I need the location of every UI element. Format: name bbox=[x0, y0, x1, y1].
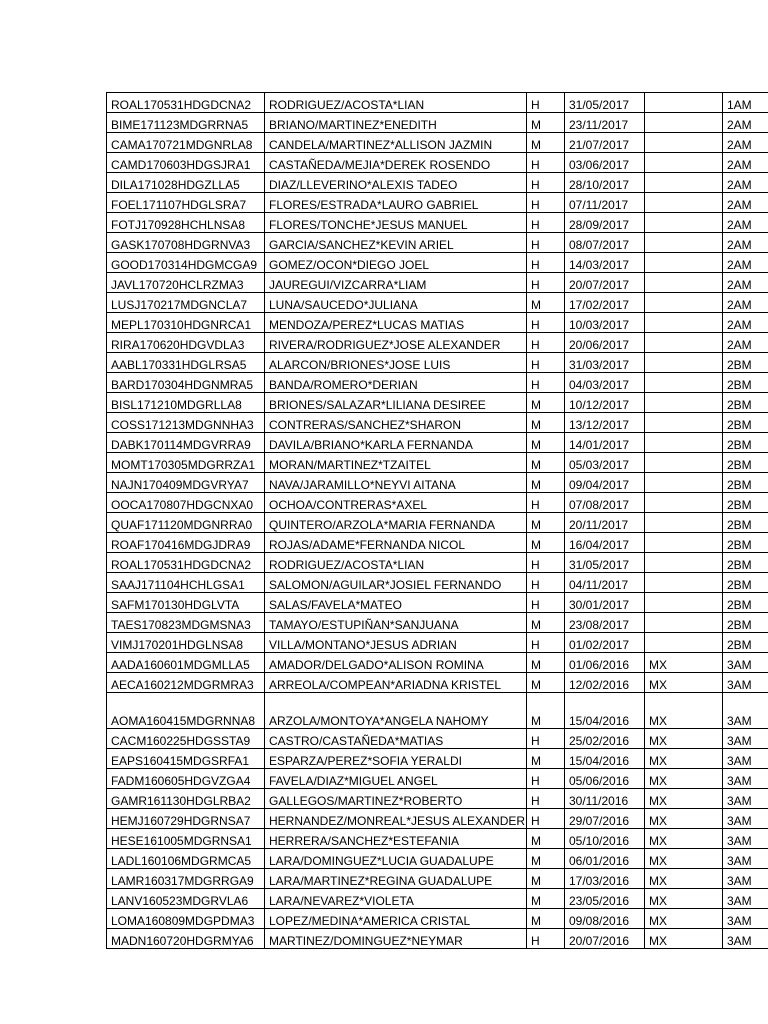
group-cell: 2AM bbox=[723, 293, 768, 313]
sex-cell: H bbox=[527, 93, 565, 113]
group-cell: 2BM bbox=[723, 473, 768, 493]
birthdate-cell: 01/06/2016 bbox=[565, 653, 645, 673]
table-row bbox=[107, 849, 768, 869]
group-cell: 2BM bbox=[723, 633, 768, 653]
sex-cell: H bbox=[527, 253, 565, 273]
group-cell: 3AM bbox=[723, 809, 768, 829]
sex-cell: H bbox=[527, 929, 565, 949]
curp-cell: CACM160225HDGSSTA9 bbox=[107, 729, 265, 749]
table-row bbox=[107, 553, 768, 573]
curp-cell: AECA160212MDGRMRA3 bbox=[107, 673, 265, 693]
name-cell: HERNANDEZ/MONREAL*JESUS ALEXANDER bbox=[265, 809, 527, 829]
curp-cell: NAJN170409MDGVRYA7 bbox=[107, 473, 265, 493]
table-row bbox=[107, 789, 768, 809]
group-cell: 3AM bbox=[723, 869, 768, 889]
nationality-cell bbox=[645, 453, 723, 473]
birthdate-cell: 10/12/2017 bbox=[565, 393, 645, 413]
nationality-cell bbox=[645, 193, 723, 213]
group-cell: 2BM bbox=[723, 593, 768, 613]
sex-cell: H bbox=[527, 273, 565, 293]
nationality-cell bbox=[645, 213, 723, 233]
nationality-cell bbox=[645, 353, 723, 373]
table-row bbox=[107, 313, 768, 333]
nationality-cell: MX bbox=[645, 909, 723, 929]
table-row bbox=[107, 593, 768, 613]
curp-cell: AABL170331HDGLRSA5 bbox=[107, 353, 265, 373]
curp-cell: FOEL171107HDGLSRA7 bbox=[107, 193, 265, 213]
curp-cell: ROAF170416MDGJDRA9 bbox=[107, 533, 265, 553]
nationality-cell: MX bbox=[645, 889, 723, 909]
curp-cell: DILA171028HDGZLLA5 bbox=[107, 173, 265, 193]
name-cell: BRIONES/SALAZAR*LILIANA DESIREE bbox=[265, 393, 527, 413]
sex-cell: M bbox=[527, 113, 565, 133]
name-cell: FAVELA/DIAZ*MIGUEL ANGEL bbox=[265, 769, 527, 789]
name-cell: VILLA/MONTANO*JESUS ADRIAN bbox=[265, 633, 527, 653]
birthdate-cell: 20/07/2016 bbox=[565, 929, 645, 949]
group-cell: 3AM bbox=[723, 909, 768, 929]
birthdate-cell: 01/02/2017 bbox=[565, 633, 645, 653]
nationality-cell bbox=[645, 333, 723, 353]
sex-cell: H bbox=[527, 193, 565, 213]
nationality-cell bbox=[645, 593, 723, 613]
table-row bbox=[107, 633, 768, 653]
table-row bbox=[107, 829, 768, 849]
group-cell: 2AM bbox=[723, 173, 768, 193]
name-cell: CASTAÑEDA/MEJIA*DEREK ROSENDO bbox=[265, 153, 527, 173]
birthdate-cell: 31/03/2017 bbox=[565, 353, 645, 373]
sex-cell: H bbox=[527, 553, 565, 573]
curp-cell: FOTJ170928HCHLNSA8 bbox=[107, 213, 265, 233]
sex-cell: M bbox=[527, 889, 565, 909]
group-cell: 2AM bbox=[723, 273, 768, 293]
name-cell: JAUREGUI/VIZCARRA*LIAM bbox=[265, 273, 527, 293]
table-row bbox=[107, 413, 768, 433]
group-cell: 2BM bbox=[723, 513, 768, 533]
birthdate-cell: 05/10/2016 bbox=[565, 829, 645, 849]
sex-cell: H bbox=[527, 313, 565, 333]
nationality-cell: MX bbox=[645, 789, 723, 809]
birthdate-cell: 23/11/2017 bbox=[565, 113, 645, 133]
group-cell: 3AM bbox=[723, 889, 768, 909]
curp-cell: AADA160601MDGMLLA5 bbox=[107, 653, 265, 673]
name-cell: LARA/MARTINEZ*REGINA GUADALUPE bbox=[265, 869, 527, 889]
curp-cell: LUSJ170217MDGNCLA7 bbox=[107, 293, 265, 313]
table-row bbox=[107, 233, 768, 253]
curp-cell: HESE161005MDGRNSA1 bbox=[107, 829, 265, 849]
birthdate-cell: 21/07/2017 bbox=[565, 133, 645, 153]
sex-cell: M bbox=[527, 869, 565, 889]
nationality-cell: MX bbox=[645, 809, 723, 829]
spreadsheet bbox=[106, 92, 768, 949]
nationality-cell: MX bbox=[645, 653, 723, 673]
sex-cell: H bbox=[527, 173, 565, 193]
table-row bbox=[107, 533, 768, 553]
curp-cell: RIRA170620HDGVDLA3 bbox=[107, 333, 265, 353]
group-cell: 2BM bbox=[723, 553, 768, 573]
curp-cell: JAVL170720HCLRZMA3 bbox=[107, 273, 265, 293]
sex-cell: M bbox=[527, 749, 565, 769]
nationality-cell bbox=[645, 513, 723, 533]
name-cell: MENDOZA/PEREZ*LUCAS MATIAS bbox=[265, 313, 527, 333]
name-cell: RODRIGUEZ/ACOSTA*LIAN bbox=[265, 93, 527, 113]
group-cell: 3AM bbox=[723, 829, 768, 849]
group-cell: 3AM bbox=[723, 929, 768, 949]
name-cell: LUNA/SAUCEDO*JULIANA bbox=[265, 293, 527, 313]
name-cell: BRIANO/MARTINEZ*ENEDITH bbox=[265, 113, 527, 133]
curp-cell: SAAJ171104HCHLGSA1 bbox=[107, 573, 265, 593]
table-row bbox=[107, 869, 768, 889]
table-row bbox=[107, 613, 768, 633]
table-row bbox=[107, 809, 768, 829]
group-cell: 2AM bbox=[723, 333, 768, 353]
birthdate-cell: 30/11/2016 bbox=[565, 789, 645, 809]
group-cell: 2AM bbox=[723, 253, 768, 273]
sex-cell: M bbox=[527, 133, 565, 153]
group-cell: 2BM bbox=[723, 353, 768, 373]
nationality-cell bbox=[645, 253, 723, 273]
table-row bbox=[107, 173, 768, 193]
nationality-cell bbox=[645, 153, 723, 173]
sex-cell: M bbox=[527, 433, 565, 453]
birthdate-cell: 03/06/2017 bbox=[565, 153, 645, 173]
curp-cell: BARD170304HDGNMRA5 bbox=[107, 373, 265, 393]
sex-cell: H bbox=[527, 809, 565, 829]
birthdate-cell: 04/03/2017 bbox=[565, 373, 645, 393]
curp-cell: EAPS160415MDGSRFA1 bbox=[107, 749, 265, 769]
nationality-cell: MX bbox=[645, 673, 723, 693]
table-row bbox=[107, 193, 768, 213]
curp-cell: MEPL170310HDGNRCA1 bbox=[107, 313, 265, 333]
group-cell: 3AM bbox=[723, 789, 768, 809]
table-row bbox=[107, 693, 768, 729]
nationality-cell: MX bbox=[645, 849, 723, 869]
name-cell: OCHOA/CONTRERAS*AXEL bbox=[265, 493, 527, 513]
group-cell: 1AM bbox=[723, 93, 768, 113]
group-cell: 2BM bbox=[723, 413, 768, 433]
group-cell: 2AM bbox=[723, 313, 768, 333]
birthdate-cell: 14/01/2017 bbox=[565, 433, 645, 453]
sex-cell: H bbox=[527, 633, 565, 653]
name-cell: RODRIGUEZ/ACOSTA*LIAN bbox=[265, 553, 527, 573]
nationality-cell bbox=[645, 373, 723, 393]
nationality-cell bbox=[645, 113, 723, 133]
birthdate-cell: 06/01/2016 bbox=[565, 849, 645, 869]
curp-cell: BIME171123MDGRRNA5 bbox=[107, 113, 265, 133]
curp-cell: FADM160605HDGVZGA4 bbox=[107, 769, 265, 789]
birthdate-cell: 13/12/2017 bbox=[565, 413, 645, 433]
name-cell: MORAN/MARTINEZ*TZAITEL bbox=[265, 453, 527, 473]
table-row bbox=[107, 653, 768, 673]
name-cell: TAMAYO/ESTUPIÑAN*SANJUANA bbox=[265, 613, 527, 633]
birthdate-cell: 17/02/2017 bbox=[565, 293, 645, 313]
group-cell: 3AM bbox=[723, 769, 768, 789]
sex-cell: H bbox=[527, 333, 565, 353]
group-cell: 2AM bbox=[723, 113, 768, 133]
table-row bbox=[107, 493, 768, 513]
sex-cell: M bbox=[527, 653, 565, 673]
curp-cell: GASK170708HDGRNVA3 bbox=[107, 233, 265, 253]
curp-cell: COSS171213MDGNNHA3 bbox=[107, 413, 265, 433]
birthdate-cell: 28/09/2017 bbox=[565, 213, 645, 233]
birthdate-cell: 20/11/2017 bbox=[565, 513, 645, 533]
sex-cell: H bbox=[527, 493, 565, 513]
name-cell: ARZOLA/MONTOYA*ANGELA NAHOMY bbox=[265, 693, 527, 729]
curp-cell: HEMJ160729HDGRNSA7 bbox=[107, 809, 265, 829]
nationality-cell bbox=[645, 133, 723, 153]
birthdate-cell: 17/03/2016 bbox=[565, 869, 645, 889]
birthdate-cell: 05/03/2017 bbox=[565, 453, 645, 473]
table-row bbox=[107, 909, 768, 929]
birthdate-cell: 30/01/2017 bbox=[565, 593, 645, 613]
table-row bbox=[107, 473, 768, 493]
name-cell: GALLEGOS/MARTINEZ*ROBERTO bbox=[265, 789, 527, 809]
group-cell: 3AM bbox=[723, 653, 768, 673]
group-cell: 3AM bbox=[723, 673, 768, 693]
group-cell: 2BM bbox=[723, 533, 768, 553]
table-row bbox=[107, 113, 768, 133]
curp-cell: LOMA160809MDGPDMA3 bbox=[107, 909, 265, 929]
name-cell: MARTINEZ/DOMINGUEZ*NEYMAR bbox=[265, 929, 527, 949]
name-cell: ALARCON/BRIONES*JOSE LUIS bbox=[265, 353, 527, 373]
birthdate-cell: 28/10/2017 bbox=[565, 173, 645, 193]
nationality-cell bbox=[645, 473, 723, 493]
name-cell: HERRERA/SANCHEZ*ESTEFANIA bbox=[265, 829, 527, 849]
name-cell: SALAS/FAVELA*MATEO bbox=[265, 593, 527, 613]
sex-cell: H bbox=[527, 233, 565, 253]
nationality-cell bbox=[645, 393, 723, 413]
birthdate-cell: 04/11/2017 bbox=[565, 573, 645, 593]
table-row bbox=[107, 769, 768, 789]
table-row bbox=[107, 453, 768, 473]
name-cell: GOMEZ/OCON*DIEGO JOEL bbox=[265, 253, 527, 273]
birthdate-cell: 31/05/2017 bbox=[565, 93, 645, 113]
birthdate-cell: 31/05/2017 bbox=[565, 553, 645, 573]
nationality-cell bbox=[645, 433, 723, 453]
name-cell: ESPARZA/PEREZ*SOFIA YERALDI bbox=[265, 749, 527, 769]
sex-cell: M bbox=[527, 513, 565, 533]
group-cell: 2BM bbox=[723, 613, 768, 633]
group-cell: 2BM bbox=[723, 373, 768, 393]
birthdate-cell: 23/05/2016 bbox=[565, 889, 645, 909]
sex-cell: M bbox=[527, 849, 565, 869]
nationality-cell bbox=[645, 573, 723, 593]
name-cell: RIVERA/RODRIGUEZ*JOSE ALEXANDER bbox=[265, 333, 527, 353]
group-cell: 3AM bbox=[723, 729, 768, 749]
curp-cell: ROAL170531HDGDCNA2 bbox=[107, 93, 265, 113]
nationality-cell bbox=[645, 613, 723, 633]
nationality-cell bbox=[645, 553, 723, 573]
name-cell: CANDELA/MARTINEZ*ALLISON JAZMIN bbox=[265, 133, 527, 153]
curp-cell: BISL171210MDGRLLA8 bbox=[107, 393, 265, 413]
curp-cell: ROAL170531HDGDCNA2 bbox=[107, 553, 265, 573]
nationality-cell bbox=[645, 273, 723, 293]
sex-cell: M bbox=[527, 453, 565, 473]
nationality-cell bbox=[645, 233, 723, 253]
birthdate-cell: 16/04/2017 bbox=[565, 533, 645, 553]
sex-cell: M bbox=[527, 293, 565, 313]
name-cell: CONTRERAS/SANCHEZ*SHARON bbox=[265, 413, 527, 433]
table-body bbox=[107, 93, 768, 949]
sex-cell: M bbox=[527, 693, 565, 729]
birthdate-cell: 15/04/2016 bbox=[565, 749, 645, 769]
table-row bbox=[107, 133, 768, 153]
nationality-cell bbox=[645, 493, 723, 513]
curp-cell: AOMA160415MDGRNNA8 bbox=[107, 693, 265, 729]
curp-cell: CAMA170721MDGNRLA8 bbox=[107, 133, 265, 153]
sex-cell: M bbox=[527, 613, 565, 633]
sex-cell: M bbox=[527, 533, 565, 553]
nationality-cell: MX bbox=[645, 749, 723, 769]
table-row bbox=[107, 673, 768, 693]
table-row bbox=[107, 333, 768, 353]
table-row bbox=[107, 889, 768, 909]
table-row bbox=[107, 273, 768, 293]
group-cell: 2BM bbox=[723, 393, 768, 413]
group-cell: 2AM bbox=[723, 193, 768, 213]
birthdate-cell: 29/07/2016 bbox=[565, 809, 645, 829]
nationality-cell bbox=[645, 413, 723, 433]
name-cell: GARCIA/SANCHEZ*KEVIN ARIEL bbox=[265, 233, 527, 253]
group-cell: 3AM bbox=[723, 693, 768, 729]
nationality-cell: MX bbox=[645, 829, 723, 849]
group-cell: 2BM bbox=[723, 573, 768, 593]
name-cell: ROJAS/ADAME*FERNANDA NICOL bbox=[265, 533, 527, 553]
birthdate-cell: 14/03/2017 bbox=[565, 253, 645, 273]
birthdate-cell: 09/04/2017 bbox=[565, 473, 645, 493]
group-cell: 2BM bbox=[723, 433, 768, 453]
table-row bbox=[107, 729, 768, 749]
nationality-cell: MX bbox=[645, 769, 723, 789]
curp-cell: LAMR160317MDGRRGA9 bbox=[107, 869, 265, 889]
curp-cell: CAMD170603HDGSJRA1 bbox=[107, 153, 265, 173]
nationality-cell bbox=[645, 173, 723, 193]
table-row bbox=[107, 213, 768, 233]
group-cell: 2AM bbox=[723, 233, 768, 253]
name-cell: LARA/NEVAREZ*VIOLETA bbox=[265, 889, 527, 909]
group-cell: 2BM bbox=[723, 493, 768, 513]
birthdate-cell: 20/07/2017 bbox=[565, 273, 645, 293]
birthdate-cell: 07/08/2017 bbox=[565, 493, 645, 513]
curp-cell: TAES170823MDGMSNA3 bbox=[107, 613, 265, 633]
curp-cell: DABK170114MDGVRRA9 bbox=[107, 433, 265, 453]
nationality-cell: MX bbox=[645, 869, 723, 889]
sex-cell: H bbox=[527, 769, 565, 789]
table-row bbox=[107, 253, 768, 273]
table-row bbox=[107, 373, 768, 393]
group-cell: 3AM bbox=[723, 849, 768, 869]
nationality-cell: MX bbox=[645, 693, 723, 729]
nationality-cell bbox=[645, 93, 723, 113]
group-cell: 2AM bbox=[723, 133, 768, 153]
curp-cell: SAFM170130HDGLVTA bbox=[107, 593, 265, 613]
sex-cell: H bbox=[527, 153, 565, 173]
birthdate-cell: 15/04/2016 bbox=[565, 693, 645, 729]
table-row bbox=[107, 393, 768, 413]
curp-cell: MOMT170305MDGRRZA1 bbox=[107, 453, 265, 473]
birthdate-cell: 09/08/2016 bbox=[565, 909, 645, 929]
nationality-cell: MX bbox=[645, 729, 723, 749]
group-cell: 2AM bbox=[723, 153, 768, 173]
name-cell: AMADOR/DELGADO*ALISON ROMINA bbox=[265, 653, 527, 673]
sex-cell: H bbox=[527, 213, 565, 233]
name-cell: NAVA/JARAMILLO*NEYVI AITANA bbox=[265, 473, 527, 493]
curp-cell: GAMR161130HDGLRBA2 bbox=[107, 789, 265, 809]
sex-cell: M bbox=[527, 473, 565, 493]
curp-cell: MADN160720HDGRMYA6 bbox=[107, 929, 265, 949]
sex-cell: M bbox=[527, 413, 565, 433]
name-cell: DAVILA/BRIANO*KARLA FERNANDA bbox=[265, 433, 527, 453]
sex-cell: H bbox=[527, 373, 565, 393]
table-row bbox=[107, 573, 768, 593]
sex-cell: H bbox=[527, 353, 565, 373]
name-cell: LARA/DOMINGUEZ*LUCIA GUADALUPE bbox=[265, 849, 527, 869]
sex-cell: M bbox=[527, 909, 565, 929]
group-cell: 2BM bbox=[723, 453, 768, 473]
birthdate-cell: 23/08/2017 bbox=[565, 613, 645, 633]
birthdate-cell: 10/03/2017 bbox=[565, 313, 645, 333]
table-row bbox=[107, 433, 768, 453]
curp-cell: QUAF171120MDGNRRA0 bbox=[107, 513, 265, 533]
nationality-cell bbox=[645, 533, 723, 553]
sex-cell: H bbox=[527, 789, 565, 809]
name-cell: DIAZ/LLEVERINO*ALEXIS TADEO bbox=[265, 173, 527, 193]
birthdate-cell: 20/06/2017 bbox=[565, 333, 645, 353]
sex-cell: H bbox=[527, 729, 565, 749]
sex-cell: H bbox=[527, 593, 565, 613]
table-row bbox=[107, 929, 768, 949]
birthdate-cell: 12/02/2016 bbox=[565, 673, 645, 693]
name-cell: QUINTERO/ARZOLA*MARIA FERNANDA bbox=[265, 513, 527, 533]
group-cell: 2AM bbox=[723, 213, 768, 233]
student-table bbox=[106, 92, 768, 949]
name-cell: CASTRO/CASTAÑEDA*MATIAS bbox=[265, 729, 527, 749]
birthdate-cell: 25/02/2016 bbox=[565, 729, 645, 749]
table-row bbox=[107, 153, 768, 173]
nationality-cell bbox=[645, 633, 723, 653]
name-cell: BANDA/ROMERO*DERIAN bbox=[265, 373, 527, 393]
name-cell: FLORES/ESTRADA*LAURO GABRIEL bbox=[265, 193, 527, 213]
table-row bbox=[107, 293, 768, 313]
name-cell: LOPEZ/MEDINA*AMERICA CRISTAL bbox=[265, 909, 527, 929]
nationality-cell bbox=[645, 293, 723, 313]
table-row bbox=[107, 749, 768, 769]
curp-cell: GOOD170314HDGMCGA9 bbox=[107, 253, 265, 273]
nationality-cell: MX bbox=[645, 929, 723, 949]
name-cell: ARREOLA/COMPEAN*ARIADNA KRISTEL bbox=[265, 673, 527, 693]
curp-cell: OOCA170807HDGCNXA0 bbox=[107, 493, 265, 513]
nationality-cell bbox=[645, 313, 723, 333]
group-cell: 3AM bbox=[723, 749, 768, 769]
table-row bbox=[107, 93, 768, 113]
birthdate-cell: 08/07/2017 bbox=[565, 233, 645, 253]
sex-cell: M bbox=[527, 829, 565, 849]
sex-cell: M bbox=[527, 673, 565, 693]
table-row bbox=[107, 353, 768, 373]
birthdate-cell: 05/06/2016 bbox=[565, 769, 645, 789]
curp-cell: LANV160523MDGRVLA6 bbox=[107, 889, 265, 909]
table-row bbox=[107, 513, 768, 533]
name-cell: FLORES/TONCHE*JESUS MANUEL bbox=[265, 213, 527, 233]
sex-cell: M bbox=[527, 393, 565, 413]
curp-cell: LADL160106MDGRMCA5 bbox=[107, 849, 265, 869]
name-cell: SALOMON/AGUILAR*JOSIEL FERNANDO bbox=[265, 573, 527, 593]
sex-cell: H bbox=[527, 573, 565, 593]
birthdate-cell: 07/11/2017 bbox=[565, 193, 645, 213]
curp-cell: VIMJ170201HDGLNSA8 bbox=[107, 633, 265, 653]
